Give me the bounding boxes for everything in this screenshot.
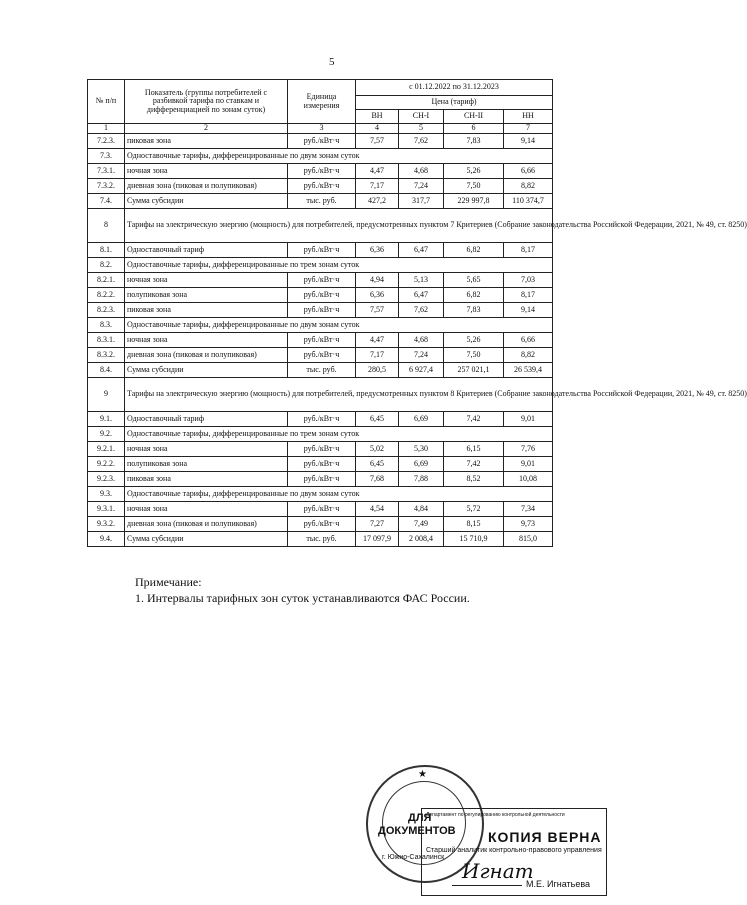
section-row: [88, 209, 553, 243]
row-value: 6,66: [504, 333, 553, 348]
table-row: [88, 273, 553, 288]
row-number: 8.2.1.: [88, 273, 125, 288]
table-row: [88, 442, 553, 457]
stamp-city: г. Южно-Сахалинск: [382, 854, 445, 861]
row-value: 7,57: [356, 303, 399, 318]
note-title: Примечание:: [135, 575, 202, 589]
row-number: 8.3.1.: [88, 333, 125, 348]
row-number: 8.2.: [88, 258, 125, 273]
row-unit: тыс. руб.: [288, 532, 356, 547]
subsection-title: Одноставочные тарифы, дифференцированные по двум зонам суток: [125, 149, 553, 164]
row-number: 8: [88, 209, 125, 243]
row-value: 4,68: [399, 164, 444, 179]
header-col-nn: НН: [504, 110, 553, 124]
row-value: 257 021,1: [444, 363, 504, 378]
row-value: 110 374,7: [504, 194, 553, 209]
row-value: 8,15: [444, 517, 504, 532]
row-name: Сумма субсидии: [125, 532, 288, 547]
row-unit: руб./кВт·ч: [288, 348, 356, 363]
row-number: 9.4.: [88, 532, 125, 547]
row-number: 7.3.: [88, 149, 125, 164]
copy-title: КОПИЯ ВЕРНА: [488, 829, 602, 845]
row-value: 5,13: [399, 273, 444, 288]
row-value: 2 008,4: [399, 532, 444, 547]
row-value: 8,52: [444, 472, 504, 487]
table-row: [88, 412, 553, 427]
row-value: 6,66: [504, 164, 553, 179]
row-number: 9.2.3.: [88, 472, 125, 487]
header-num: № п/п: [88, 80, 125, 124]
note-item: 1. Интервалы тарифных зон суток устанавливаются ФАС России.: [135, 591, 470, 605]
row-value: 17 097,9: [356, 532, 399, 547]
header-col-vn: ВН: [356, 110, 399, 124]
row-value: 4,94: [356, 273, 399, 288]
row-value: 26 539,4: [504, 363, 553, 378]
row-value: 15 710,9: [444, 532, 504, 547]
row-value: 4,54: [356, 502, 399, 517]
row-value: 7,83: [444, 134, 504, 149]
stamp-for-docs-1: ДЛЯ: [408, 812, 432, 824]
row-unit: руб./кВт·ч: [288, 164, 356, 179]
section-title: Тарифы на электрическую энергию (мощность) для потребителей, предусмотренных пунктом 8 Критериев (Собрание законодательства Российской Федерации, 2021, № 49, ст. 8250): [125, 378, 553, 412]
header-price: Цена (тариф): [356, 96, 553, 110]
row-number: 8.2.3.: [88, 303, 125, 318]
subsection-row: [88, 318, 553, 333]
row-name: пиковая зона: [125, 134, 288, 149]
table-row: [88, 288, 553, 303]
row-value: 6,36: [356, 243, 399, 258]
row-number: 8.3.2.: [88, 348, 125, 363]
table-row: [88, 134, 553, 149]
section-row: [88, 378, 553, 412]
row-unit: руб./кВт·ч: [288, 502, 356, 517]
row-number: 7.4.: [88, 194, 125, 209]
row-value: 9,14: [504, 303, 553, 318]
row-number: 8.3.: [88, 318, 125, 333]
table-row: [88, 164, 553, 179]
row-unit: руб./кВт·ч: [288, 333, 356, 348]
index-cell: 2: [125, 124, 288, 134]
row-number: 9.3.2.: [88, 517, 125, 532]
table-row: [88, 502, 553, 517]
row-name: полупиковая зона: [125, 457, 288, 472]
row-value: 6,82: [444, 288, 504, 303]
row-number: 9.3.: [88, 487, 125, 502]
row-value: 5,65: [444, 273, 504, 288]
row-value: 6,45: [356, 457, 399, 472]
row-number: 9.2.2.: [88, 457, 125, 472]
row-value: 7,76: [504, 442, 553, 457]
index-cell: 1: [88, 124, 125, 134]
row-value: 6,36: [356, 288, 399, 303]
row-name: Одноставочный тариф: [125, 412, 288, 427]
subsection-title: Одноставочные тарифы, дифференцированные по трем зонам суток: [125, 427, 553, 442]
row-value: 7,17: [356, 348, 399, 363]
table-row: [88, 243, 553, 258]
subsection-row: [88, 427, 553, 442]
table-row: [88, 472, 553, 487]
row-name: ночная зона: [125, 273, 288, 288]
table-row: [88, 532, 553, 547]
row-unit: руб./кВт·ч: [288, 243, 356, 258]
row-number: 8.1.: [88, 243, 125, 258]
row-value: 8,82: [504, 348, 553, 363]
row-unit: руб./кВт·ч: [288, 303, 356, 318]
row-unit: руб./кВт·ч: [288, 412, 356, 427]
row-number: 7.3.2.: [88, 179, 125, 194]
tariff-table: [87, 79, 747, 547]
table-row: [88, 303, 553, 318]
header-unit: Единица измерения: [288, 80, 356, 124]
row-value: 7,24: [399, 348, 444, 363]
row-value: 7,17: [356, 179, 399, 194]
row-unit: руб./кВт·ч: [288, 288, 356, 303]
row-value: 7,03: [504, 273, 553, 288]
header-indicator: Показатель (группы потребителей с разбивкой тарифа по ставкам и дифференциацией по зонам суток): [125, 80, 288, 124]
row-value: 7,49: [399, 517, 444, 532]
row-name: дневная зона (пиковая и полупиковая): [125, 348, 288, 363]
row-number: 9: [88, 378, 125, 412]
row-value: 8,17: [504, 243, 553, 258]
header-period: с 01.12.2022 по 31.12.2023: [356, 80, 553, 96]
row-value: 7,42: [444, 412, 504, 427]
row-value: 7,68: [356, 472, 399, 487]
row-value: 9,14: [504, 134, 553, 149]
row-name: ночная зона: [125, 502, 288, 517]
row-value: 7,83: [444, 303, 504, 318]
copy-org: Департамент по регулированию контрольной деятельности: [426, 812, 565, 818]
subsection-title: Одноставочные тарифы, дифференцированные по трем зонам суток: [125, 258, 553, 273]
row-value: 7,50: [444, 348, 504, 363]
table-row: [88, 194, 553, 209]
row-value: 9,73: [504, 517, 553, 532]
row-name: Сумма субсидии: [125, 363, 288, 378]
row-value: 427,2: [356, 194, 399, 209]
subsection-row: [88, 258, 553, 273]
row-value: 6,82: [444, 243, 504, 258]
row-value: 5,72: [444, 502, 504, 517]
row-value: 7,50: [444, 179, 504, 194]
index-cell: 7: [504, 124, 553, 134]
row-name: полупиковая зона: [125, 288, 288, 303]
row-value: 9,01: [504, 412, 553, 427]
table-row: [88, 333, 553, 348]
table-row: [88, 457, 553, 472]
row-number: 9.3.1.: [88, 502, 125, 517]
row-value: 6 927,4: [399, 363, 444, 378]
row-value: 8,17: [504, 288, 553, 303]
row-unit: руб./кВт·ч: [288, 442, 356, 457]
signer-name: М.Е. Игнатьева: [526, 879, 591, 889]
subsection-row: [88, 487, 553, 502]
row-value: 5,02: [356, 442, 399, 457]
header-col-sn2: СН-II: [444, 110, 504, 124]
row-unit: руб./кВт·ч: [288, 134, 356, 149]
index-cell: 5: [399, 124, 444, 134]
row-value: 8,82: [504, 179, 553, 194]
row-name: Одноставочный тариф: [125, 243, 288, 258]
row-value: 7,34: [504, 502, 553, 517]
header-col-sn1: СН-I: [399, 110, 444, 124]
row-name: ночная зона: [125, 442, 288, 457]
row-unit: руб./кВт·ч: [288, 517, 356, 532]
row-value: 6,69: [399, 412, 444, 427]
row-value: 6,47: [399, 243, 444, 258]
row-unit: руб./кВт·ч: [288, 179, 356, 194]
column-index-row: [88, 124, 553, 134]
row-unit: руб./кВт·ч: [288, 457, 356, 472]
row-unit: тыс. руб.: [288, 363, 356, 378]
certified-copy-stamp: [421, 808, 607, 896]
row-value: 6,69: [399, 457, 444, 472]
subsection-title: Одноставочные тарифы, дифференцированные по двум зонам суток: [125, 318, 553, 333]
row-number: 8.4.: [88, 363, 125, 378]
table-row: [88, 348, 553, 363]
row-value: 4,68: [399, 333, 444, 348]
row-value: 5,30: [399, 442, 444, 457]
star-icon: ★: [418, 769, 427, 780]
signature-line: [452, 885, 522, 886]
signature: Игнат: [462, 859, 534, 883]
row-value: 280,5: [356, 363, 399, 378]
row-value: 815,0: [504, 532, 553, 547]
table-body: [88, 134, 747, 547]
row-value: 4,84: [399, 502, 444, 517]
row-value: 7,24: [399, 179, 444, 194]
row-value: 9,01: [504, 457, 553, 472]
row-number: 7.3.1.: [88, 164, 125, 179]
row-value: 7,42: [444, 457, 504, 472]
row-name: ночная зона: [125, 164, 288, 179]
row-name: дневная зона (пиковая и полупиковая): [125, 517, 288, 532]
page-number: 5: [329, 56, 335, 68]
row-value: 5,26: [444, 333, 504, 348]
row-value: 6,47: [399, 288, 444, 303]
subsection-title: Одноставочные тарифы, дифференцированные по двум зонам суток: [125, 487, 553, 502]
row-name: пиковая зона: [125, 303, 288, 318]
row-name: пиковая зона: [125, 472, 288, 487]
stamp-for-docs-2: ДОКУМЕНТОВ: [378, 825, 456, 837]
row-number: 8.2.2.: [88, 288, 125, 303]
row-value: 317,7: [399, 194, 444, 209]
row-value: 7,27: [356, 517, 399, 532]
row-name: Сумма субсидии: [125, 194, 288, 209]
row-value: 7,88: [399, 472, 444, 487]
row-unit: руб./кВт·ч: [288, 472, 356, 487]
row-value: 6,45: [356, 412, 399, 427]
footnote: [135, 574, 470, 606]
section-title: Тарифы на электрическую энергию (мощность) для потребителей, предусмотренных пунктом 7 Критериев (Собрание законодательства Российской Федерации, 2021, № 49, ст. 8250): [125, 209, 553, 243]
index-cell: 4: [356, 124, 399, 134]
row-value: 7,62: [399, 134, 444, 149]
table-row: [88, 179, 553, 194]
row-unit: руб./кВт·ч: [288, 273, 356, 288]
index-cell: 6: [444, 124, 504, 134]
row-value: 229 997,8: [444, 194, 504, 209]
row-number: 9.2.1.: [88, 442, 125, 457]
copy-role: Старший аналитик контрольно-правового управления: [426, 847, 602, 854]
row-unit: тыс. руб.: [288, 194, 356, 209]
row-value: 10,08: [504, 472, 553, 487]
row-name: дневная зона (пиковая и полупиковая): [125, 179, 288, 194]
row-number: 9.2.: [88, 427, 125, 442]
row-value: 7,62: [399, 303, 444, 318]
row-name: ночная зона: [125, 333, 288, 348]
row-number: 9.1.: [88, 412, 125, 427]
table-row: [88, 517, 553, 532]
row-value: 6,15: [444, 442, 504, 457]
row-number: 7.2.3.: [88, 134, 125, 149]
subsection-row: [88, 149, 553, 164]
table-row: [88, 363, 553, 378]
index-cell: 3: [288, 124, 356, 134]
row-value: 4,47: [356, 333, 399, 348]
row-value: 4,47: [356, 164, 399, 179]
row-value: 5,26: [444, 164, 504, 179]
row-value: 7,57: [356, 134, 399, 149]
